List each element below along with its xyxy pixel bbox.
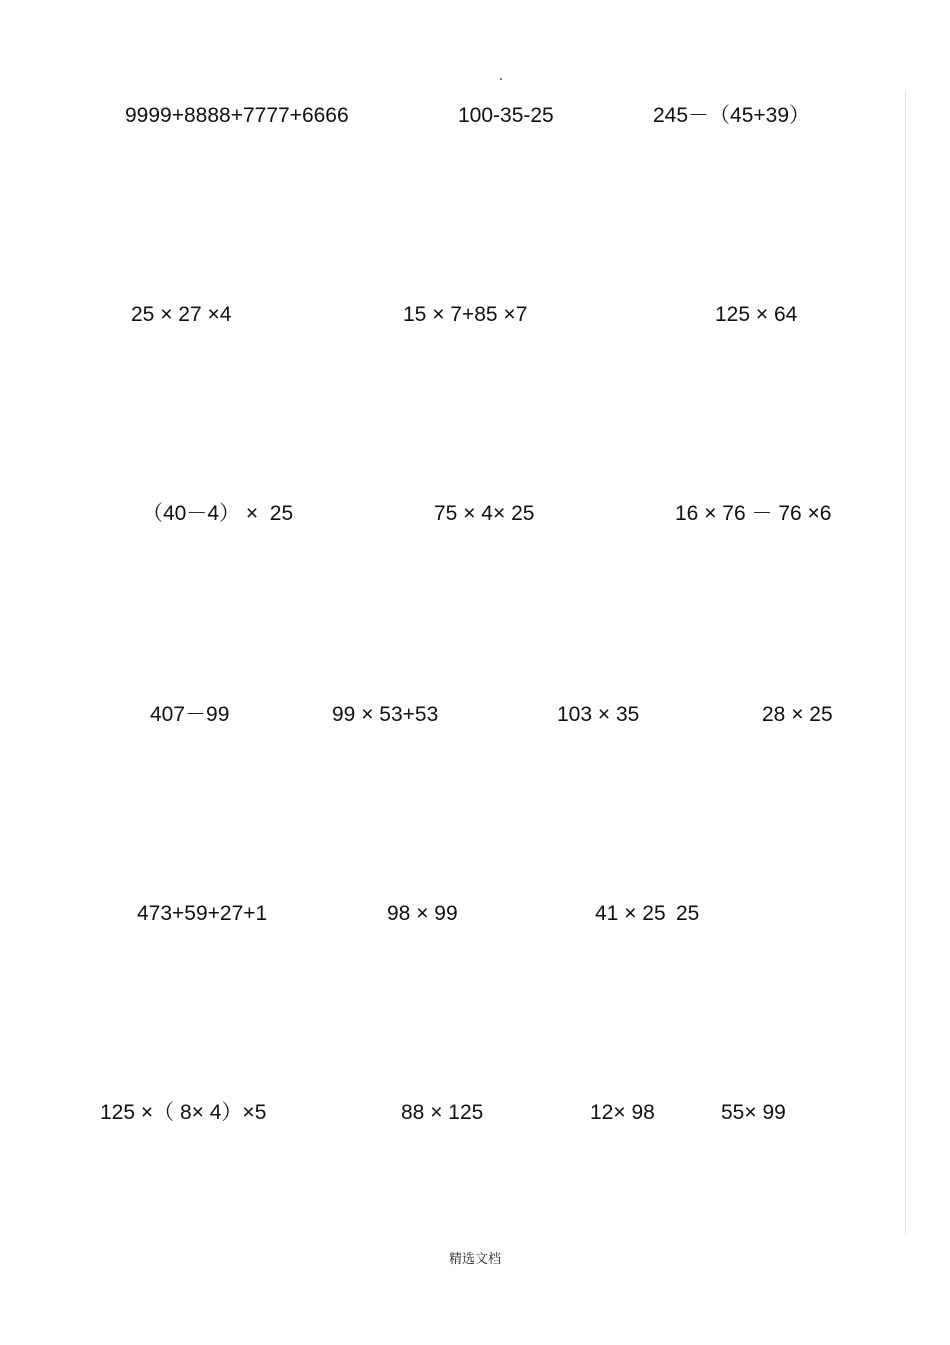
problem-r4-c2: 99 × 53+53: [332, 703, 439, 726]
problem-r3-c3: 16 × 76 － 76 ×6: [675, 502, 832, 525]
problem-r5-c1: 473+59+27+1: [137, 902, 268, 925]
right-margin-line: [905, 90, 906, 1235]
problem-r3-c1: （40－4） × 25: [142, 502, 294, 525]
problem-r1-c3: 245－（45+39）: [653, 104, 811, 127]
problem-r2-c3: 125 × 64: [715, 303, 798, 326]
problem-r6-c1: 125 ×（ 8× 4）×5: [100, 1101, 267, 1124]
problem-r5-c2: 98 × 99: [387, 902, 458, 925]
problem-r6-c2: 88 × 125: [401, 1101, 484, 1124]
problem-r5-c3: 41 × 25: [595, 902, 666, 925]
problem-r1-c2: 100-35-25: [458, 104, 554, 127]
problem-r4-c1: 407－99: [150, 703, 230, 726]
header-dot: [500, 78, 502, 80]
problem-r6-c4: 55× 99: [721, 1101, 786, 1124]
problem-r3-c2: 75 × 4× 25: [434, 502, 535, 525]
problem-r1-c1: 9999+8888+7777+6666: [125, 104, 349, 127]
problem-r4-c4: 28 × 25: [762, 703, 833, 726]
problem-r5-c4: 25: [676, 902, 700, 925]
problem-r4-c3: 103 × 35: [557, 703, 640, 726]
problem-r6-c3: 12× 98: [590, 1101, 655, 1124]
problem-r2-c1: 25 × 27 ×4: [131, 303, 232, 326]
page-footer: 精选文档: [448, 1252, 501, 1267]
problem-r2-c2: 15 × 7+85 ×7: [403, 303, 528, 326]
